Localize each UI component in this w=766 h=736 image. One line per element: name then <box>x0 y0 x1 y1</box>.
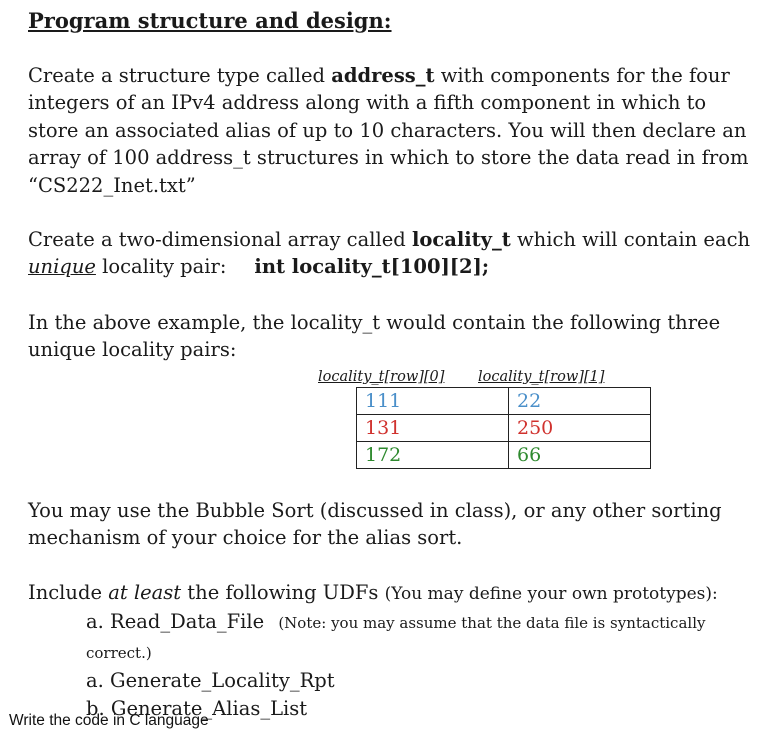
paragraph-address-struct <box>28 62 758 199</box>
table-row <box>357 415 651 442</box>
document-body <box>28 6 756 720</box>
p2-text-2: which will contain each <box>510 228 751 251</box>
table-cell: 250 <box>509 415 651 442</box>
p2-bold-locality-t: locality_t <box>411 228 511 251</box>
p2-code-declaration: int locality_t[100][2]; <box>254 255 490 279</box>
p2-text-3: locality pair: <box>95 255 227 279</box>
p5-italic-at-least: at least <box>108 581 182 604</box>
column-header-1: locality_t[row][1] <box>478 369 605 385</box>
p5-prototype-note: (You may define your own prototypes): <box>384 584 718 604</box>
udf-generate-locality-rpt: a. Generate_Locality_Rpt <box>86 669 335 693</box>
udf-read-data-file: a. Read_Data_File <box>86 610 265 634</box>
table-cell: 111 <box>357 388 509 415</box>
locality-table-block <box>318 367 651 469</box>
p5-text-1: Include <box>28 581 109 604</box>
table-cell: 131 <box>357 415 509 442</box>
locality-table <box>356 387 651 469</box>
list-item <box>86 608 758 667</box>
udf-generate-alias-list: b. Generate_Alias_List <box>86 696 308 720</box>
p5-text-2: the following UDFs <box>181 581 379 604</box>
list-item <box>86 667 758 694</box>
paragraph-udfs <box>28 579 758 722</box>
paragraph-example: In the above example, the locality_t would contain the following three unique locality pairs: <box>28 311 721 362</box>
table-row <box>357 442 651 469</box>
footer-instruction: Write the code in C language <box>9 712 209 729</box>
table-cell: 22 <box>509 388 651 415</box>
p2-underline-unique: unique <box>28 255 96 279</box>
table-cell: 172 <box>357 442 509 469</box>
p1-bold-address-t: address_t <box>331 64 435 87</box>
table-cell: 66 <box>509 442 651 469</box>
paragraph-sorting: You may use the Bubble Sort (discussed in class), or any other sorting mechanism of your choice for the alias sort. <box>28 499 722 550</box>
locality-table-headers <box>318 367 651 387</box>
p2-text-1: Create a two-dimensional array called <box>28 228 412 251</box>
column-header-0: locality_t[row][0] <box>318 369 445 385</box>
udf-list <box>28 608 758 722</box>
page-title: Program structure and design: <box>28 8 392 33</box>
paragraph-locality-array <box>28 226 758 281</box>
table-row <box>357 388 651 415</box>
udf-read-data-file-note: (Note: you may assume that the data file is syntactically correct.) <box>86 614 706 662</box>
p1-text-2: with components for the four integers of an IPv4 address along with a fifth component in which to store an associated alias of up to 10 characters. You will then declare an array of 100 address_t structures in which to store the data read in from “CS222_Inet.txt” <box>28 64 749 197</box>
p1-text-1: Create a structure type called <box>28 64 332 87</box>
